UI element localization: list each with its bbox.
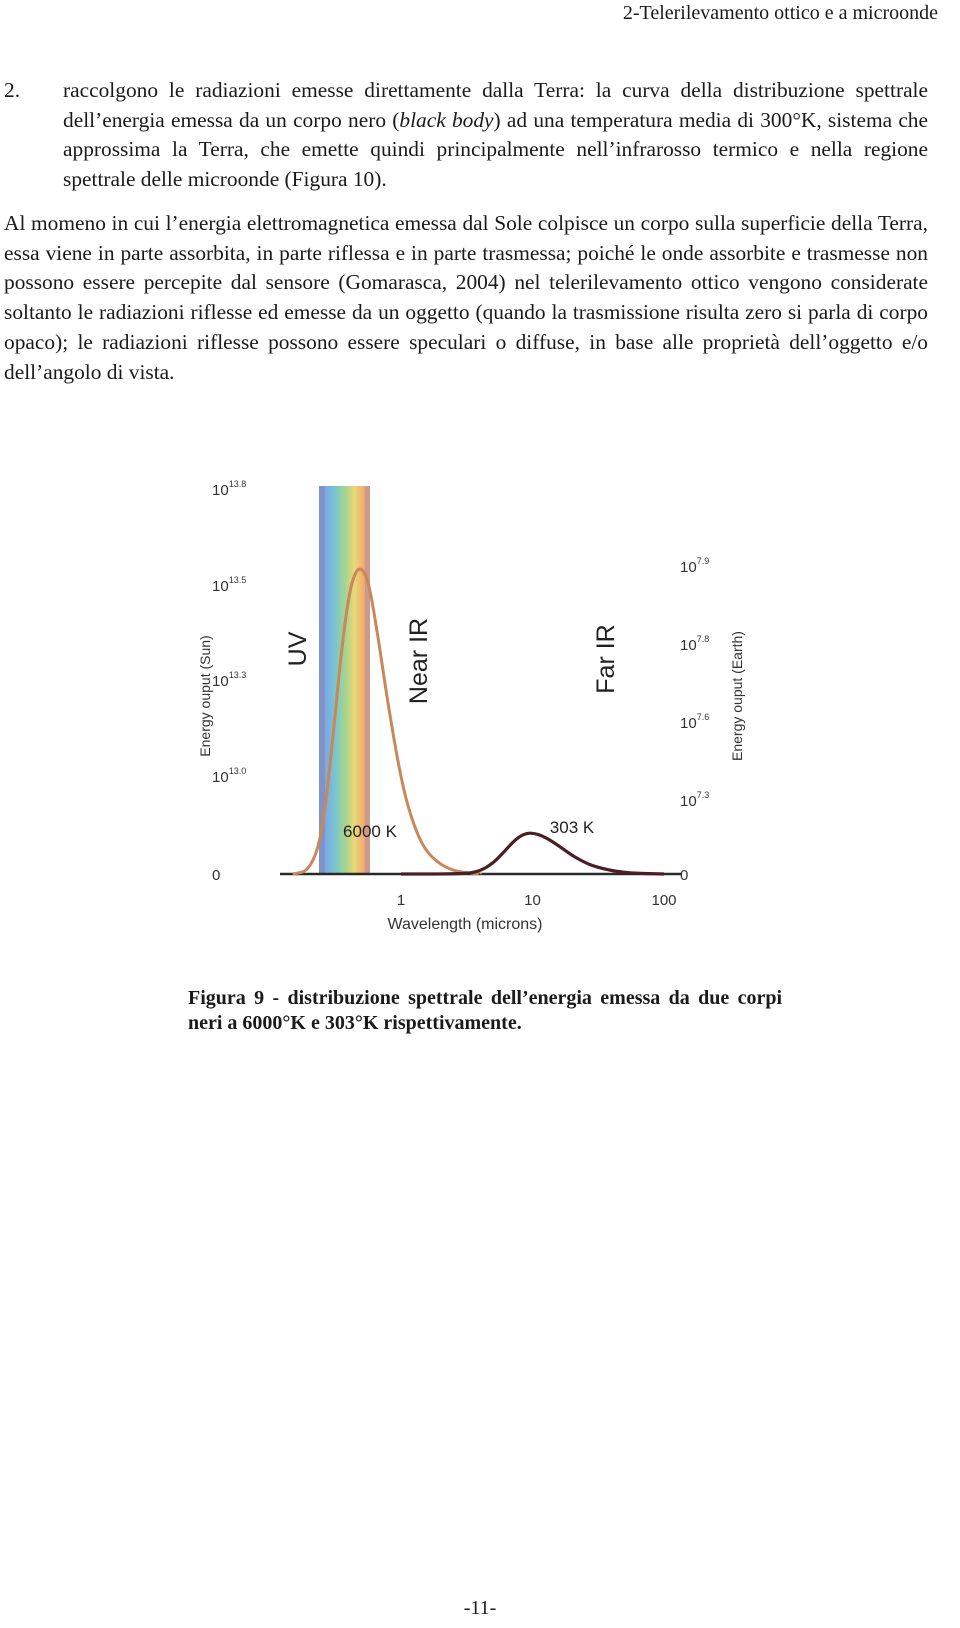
right-tick-label: $10^{7.6}$ bbox=[680, 712, 710, 732]
x-axis-ticks bbox=[397, 892, 677, 909]
right-tick-label: $10^{7.9}$ bbox=[680, 556, 710, 576]
spectrum-edge-right bbox=[365, 486, 370, 874]
right-tick-label: $10^{7.3}$ bbox=[680, 790, 710, 810]
left-axis-ticks bbox=[212, 479, 246, 884]
left-tick-label: 0 bbox=[212, 867, 221, 884]
left-tick-label: $10^{13.8}$ bbox=[212, 479, 247, 499]
left-tick-label: $10^{13.5}$ bbox=[212, 575, 247, 595]
page-number: -11- bbox=[463, 1597, 497, 1619]
annotation-6000k: 6000 K bbox=[343, 822, 397, 841]
left-tick-label: $10^{13.0}$ bbox=[212, 766, 247, 786]
visible-spectrum-band bbox=[319, 486, 370, 874]
band-label-uv: UV bbox=[284, 631, 312, 667]
x-tick-label: 1 bbox=[396, 892, 406, 909]
series-line-303k bbox=[401, 833, 664, 874]
band-label-far-ir: Far IR bbox=[592, 624, 620, 694]
list-text-part-2: ) ad una temperatura media di 300°K, sistema che approssima la Terra, che emette quindi principalmente nell’infrarosso termico e nella regione spettrale delle microonde (Figura 10). bbox=[63, 107, 928, 191]
annotation-303k: 303 K bbox=[549, 818, 595, 837]
list-text-part-1: raccolgono le radiazioni emesse direttamente dalla Terra: la curva della distribuzione spettrale dell’energia emessa da un corpo nero ( bbox=[63, 78, 928, 132]
x-tick-label: 100 bbox=[651, 892, 677, 909]
list-text-italic: black body bbox=[399, 107, 494, 132]
right-tick-label: $10^{7.8}$ bbox=[680, 634, 710, 654]
numbered-list-item bbox=[4, 76, 928, 194]
figure-caption: Figura 9 - distribuzione spettrale dell’energia emessa da due corpi neri a 6000°K e 303°K rispettivamente. bbox=[188, 987, 782, 1034]
y-axis-label-left: Energy ouput (Sun) bbox=[197, 635, 213, 757]
figure-spectral-distribution bbox=[180, 479, 780, 986]
x-axis-label: Wavelength (microns) bbox=[387, 916, 543, 933]
left-tick-label: $10^{13.3}$ bbox=[212, 670, 247, 690]
running-header: 2-Telerilevamento ottico e a microonde bbox=[622, 2, 938, 24]
band-label-near-ir: Near IR bbox=[405, 617, 433, 705]
list-item-text bbox=[63, 76, 928, 194]
body-paragraph: Al momeno in cui l’energia elettromagnetica emessa dal Sole colpisce un corpo sulla superficie della Terra, essa viene in parte assorbita, in parte riflessa e in parte trasmessa; poiché le onde assorbite e trasmesse non possono essere percepite dal sensore (Gomarasca, 2004) nel telerilevamento ottico vengono considerate soltanto le radiazioni riflesse ed emesse da un oggetto (quando la trasmissione risulta zero si parla di corpo opaco); le radiazioni riflesse possono essere speculari o diffuse, in base alle proprietà dell’oggetto e/o dell’angolo di vista. bbox=[4, 211, 928, 384]
right-axis-ticks bbox=[680, 556, 709, 884]
right-tick-label: 0 bbox=[680, 867, 689, 884]
blackbody-chart bbox=[180, 479, 780, 986]
list-number: 2. bbox=[4, 78, 21, 102]
spectrum-gradient bbox=[319, 486, 370, 874]
y-axis-label-right: Energy ouput (Earth) bbox=[729, 631, 745, 761]
x-tick-label: 10 bbox=[524, 892, 541, 909]
